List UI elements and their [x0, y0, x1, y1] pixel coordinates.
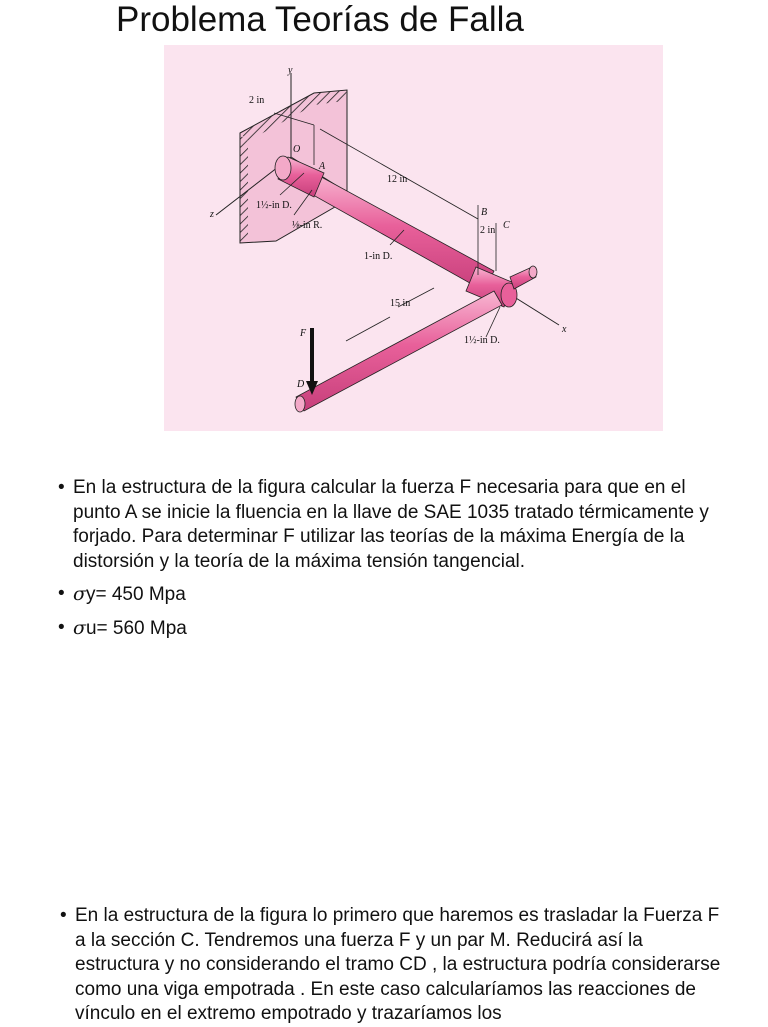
force-arrow [306, 328, 318, 395]
label-F: F [300, 328, 307, 339]
bullet-yield-stress: • σy= 450 Mpa [58, 582, 728, 608]
label-radius: ⅛-in R. [292, 220, 323, 231]
shaft-diagram-drawing [164, 45, 663, 431]
label-2in-top: 2 in [249, 95, 265, 106]
bullet-ultimate-stress: • σu= 560 Mpa [58, 616, 728, 642]
label-z: z [210, 209, 214, 220]
label-1in-d: 1-in D. [364, 251, 393, 262]
sigma-symbol: σ [73, 616, 86, 639]
label-y: y [288, 65, 293, 76]
label-B: B [481, 207, 488, 218]
label-A: A [319, 161, 326, 172]
label-12in: 12 in [387, 174, 408, 185]
label-1-5in-left: 1½-in D. [256, 200, 292, 211]
solution-text-list [60, 904, 730, 1027]
label-15in: 15 in [390, 298, 411, 309]
label-C: C [503, 220, 510, 231]
label-1-5in-right: 1½-in D. [464, 335, 500, 346]
label-2in-right: 2 in [480, 225, 496, 236]
problem-statement-list [58, 476, 728, 641]
slide-title: Problema Teorías de Falla [116, 0, 524, 39]
handle-arm [295, 291, 502, 412]
label-D: D [297, 379, 305, 390]
label-O: O [293, 144, 301, 155]
shaft-diagram [164, 45, 663, 431]
bullet-problem-text: • En la estructura de la figura calcular la fuerza F necesaria para que en el punto A se inicie la fluencia en la llave de SAE 1035 tratado térmicamente y forjado. Para determinar F utilizar las teorías de la máxima Energía de la distorsión y la teoría de la máxima tensión tangencial. [58, 476, 728, 574]
bullet-solution-text: • En la estructura de la figura lo primero que haremos es trasladar la Fuerza F a la sección C. Tendremos una fuerza F y un par M. Reducirá así la estructura y no considerando el tramo CD , la estructura podría considerarse como una viga empotrada . En este caso calcularíamos las reacciones de vínculo en el extremo empotrado y trazaríamos los [60, 904, 730, 1027]
label-x: x [562, 324, 567, 335]
sigma-symbol: σ [73, 583, 86, 605]
